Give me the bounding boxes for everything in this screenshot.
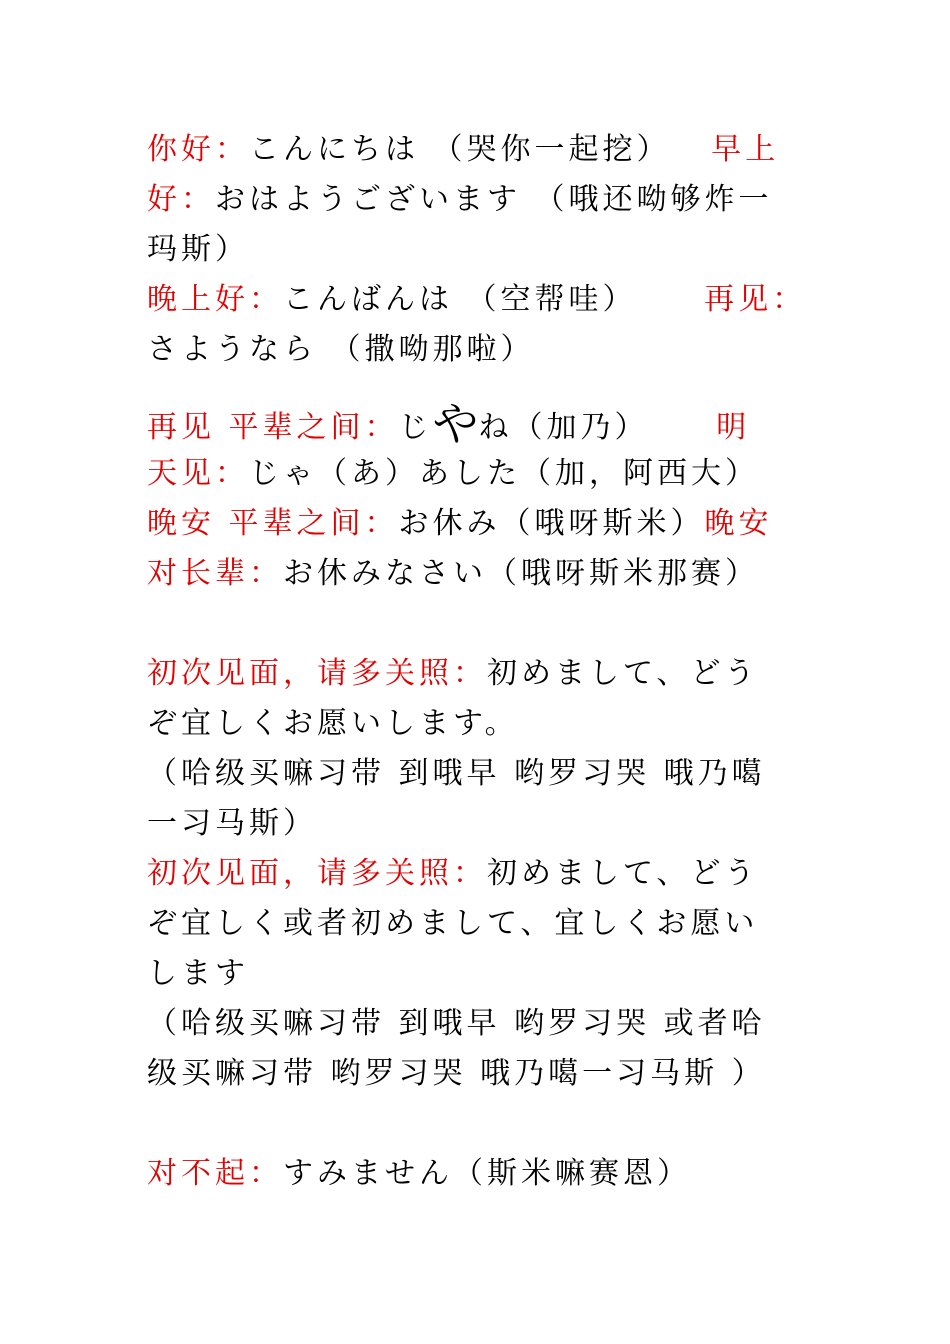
phrase-text: じゃ（あ）あした（加，阿西大） [249,456,759,491]
term-label: 对长辈： [147,556,283,591]
phrase-text: 初めまして、どう [487,656,759,691]
phrase-text: すみません（斯米嘛赛恩） [283,1156,691,1191]
spacer [147,375,827,399]
phrase-text: こんにちは （哭你一起挖） [249,132,712,167]
term-label: 再见： [704,282,807,317]
spacer [147,1099,827,1149]
text-line [147,449,827,499]
text-line [147,799,827,849]
phrase-text: じ [398,410,433,445]
term-label: 对不起： [147,1156,283,1191]
text-line [147,499,827,549]
term-label: 晚安 平辈之间： [147,506,399,541]
phrase-text: ね（加乃） [478,410,717,445]
text-line [147,849,827,899]
term-label: 初次见面，请多关照： [147,656,487,691]
phrase-text: ぞ宜しくお愿いします。 [147,706,519,741]
term-label: 天见： [147,456,249,491]
phrase-text: 玛斯） [147,232,249,267]
text-line [147,175,827,225]
text-line [147,549,827,599]
phrase-text: 一习马斯） [147,806,317,841]
phrase-text: お休みなさい（哦呀斯米那赛） [283,556,759,591]
large-kana: や [432,397,479,451]
text-line [147,275,827,325]
text-line [147,899,827,949]
phrase-text: （哈级买嘛习带 到哦早 哟罗习哭 或者哈 [147,1006,766,1041]
text-line [147,225,827,275]
text-line [147,949,827,999]
text-line [147,1149,827,1199]
phrase-text: お休み（哦呀斯米） [398,506,705,541]
text-line [147,699,827,749]
document-page [147,125,827,1199]
phrase-text: こんばんは （空帮哇） [283,282,705,317]
text-line [147,125,827,175]
term-label: 再见 平辈之间： [147,410,399,445]
spacer [147,599,827,649]
phrase-text: （哈级买嘛习带 到哦早 哟罗习哭 哦乃噶 [147,756,766,791]
text-line [147,325,827,375]
term-label: 好： [147,182,215,217]
text-line [147,649,827,699]
term-label: 晚安 [704,506,773,541]
term-label: 明 [716,410,751,445]
phrase-text: さようなら （撒呦那啦） [147,332,535,367]
term-label: 早上 [711,132,780,167]
term-label: 你好： [147,132,249,167]
phrase-text: おはようございます （哦还呦够炸一 [215,182,773,217]
phrase-text: 级买嘛习带 哟罗习哭 哦乃噶一习马斯 ） [147,1056,766,1091]
text-line [147,1049,827,1099]
phrase-text: します [147,956,249,991]
text-line [147,999,827,1049]
phrase-text: ぞ宜しく或者初めまして、宜しくお愿い [147,906,759,941]
phrase-text: 初めまして、どう [487,856,759,891]
term-label: 晚上好： [147,282,283,317]
term-label: 初次见面，请多关照： [147,856,487,891]
text-line [147,399,827,449]
text-line [147,749,827,799]
